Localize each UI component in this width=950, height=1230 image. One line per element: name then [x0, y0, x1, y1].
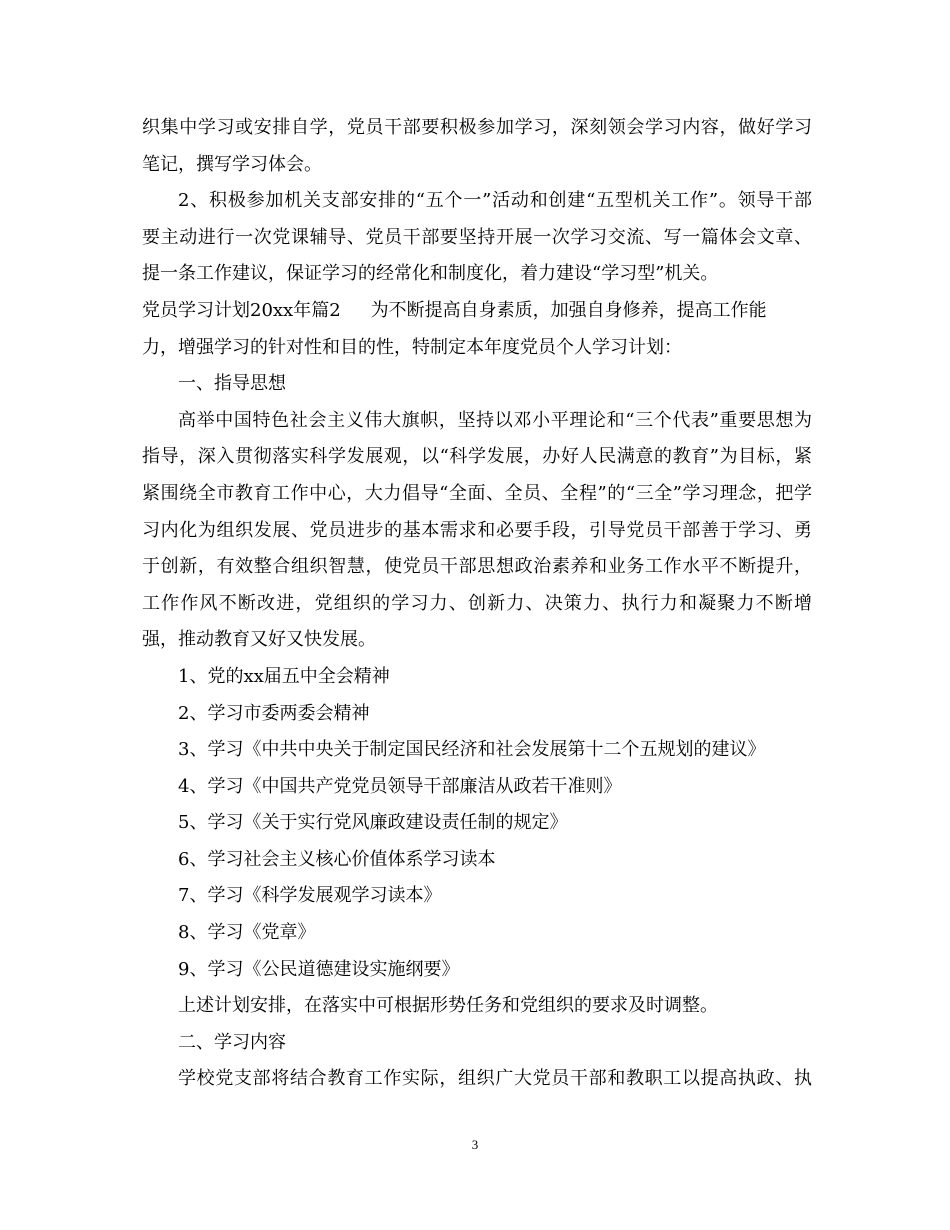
text-line [142, 330, 812, 367]
text-line-content: 于创新，有效整合组织智慧，使党员干部思想政治素养和业务工作水平不断提升， [142, 556, 812, 578]
text-line [142, 110, 812, 147]
text-line [142, 147, 812, 184]
text-line-content: 二、学习内容 [178, 1031, 286, 1053]
text-line-content: 提一条工作建议，保证学习的经常化和制度化，着力建设“学习型”机关。 [142, 263, 719, 285]
text-line-content: 上述计划安排，在落实中可根据形势任务和党组织的要求及时调整。 [178, 995, 718, 1017]
text-line-content: 指导，深入贯彻落实科学发展观，以“科学发展，办好人民满意的教育”为目标，紧 [142, 446, 812, 468]
text-line [142, 403, 812, 440]
text-line [142, 952, 812, 989]
text-line [142, 878, 812, 915]
text-line-content: 党员学习计划20xx年篇2 [142, 299, 341, 321]
document-body [142, 110, 812, 1098]
text-line-content: 力，增强学习的针对性和目的性，特制定本年度党员个人学习计划： [142, 336, 682, 358]
text-line [142, 732, 812, 769]
text-line-content: 一、指导思想 [178, 373, 286, 395]
text-line-content: 笔记，撰写学习体会。 [142, 153, 322, 175]
text-line [142, 769, 812, 806]
text-line-content: 学校党支部将结合教育工作实际，组织广大党员干部和教职工以提高执政、执 [178, 1068, 812, 1090]
text-line-content: 2、积极参加机关支部安排的“五个一”活动和创建“五型机关工作”。领导干部 [178, 190, 812, 212]
text-line-content: 要主动进行一次党课辅导、党员干部要坚持开展一次学习交流、写一篇体会文章、 [142, 226, 812, 248]
text-line [142, 220, 812, 257]
text-line-content: 6、学习社会主义核心价值体系学习读本 [178, 848, 496, 870]
text-line [142, 1061, 812, 1098]
text-line [142, 183, 812, 220]
text-line-content: 织集中学习或安排自学，党员干部要积极参加学习，深刻领会学习内容，做好学习 [142, 117, 812, 138]
text-line-content: 5、学习《关于实行党风廉政建设责任制的规定》 [178, 812, 568, 834]
text-line-continuation: 为不断提高自身素质，加强自身修养，提高工作能 [370, 299, 767, 321]
text-line [142, 293, 812, 330]
text-line-content: 8、学习《党章》 [178, 922, 316, 944]
text-line [142, 696, 812, 733]
text-line-content: 9、学习《公民道德建设实施纲要》 [178, 958, 460, 980]
text-line [142, 842, 812, 879]
text-line [142, 622, 812, 659]
text-line [142, 366, 812, 403]
text-line [142, 586, 812, 623]
text-line [142, 988, 812, 1025]
text-line [142, 659, 812, 696]
text-line [142, 805, 812, 842]
text-line [142, 476, 812, 513]
text-line [142, 549, 812, 586]
text-line [142, 915, 812, 952]
text-line-content: 7、学习《科学发展观学习读本》 [178, 885, 442, 907]
text-line [142, 439, 812, 476]
text-line-content: 高举中国特色社会主义伟大旗帜，坚持以邓小平理论和“三个代表”重要思想为 [178, 409, 812, 431]
text-line-content: 1、党的xx届五中全会精神 [178, 665, 390, 687]
text-line-content: 工作作风不断改进，党组织的学习力、创新力、决策力、执行力和凝聚力不断增 [142, 592, 812, 614]
text-line-content: 3、学习《中共中央关于制定国民经济和社会发展第十二个五规划的建议》 [178, 739, 766, 761]
text-line-content: 强，推动教育又好又快发展。 [142, 629, 376, 651]
text-line-content: 4、学习《中国共产党党员领导干部廉洁从政若干准则》 [178, 775, 622, 797]
text-line [142, 513, 812, 550]
text-line [142, 256, 812, 293]
text-line-content: 2、学习市委两委会精神 [178, 702, 370, 724]
page-number: 3 [471, 1137, 479, 1152]
text-line-content: 习内化为组织发展、党员进步的基本需求和必要手段，引导党员干部善于学习、勇 [142, 519, 812, 541]
text-line-content: 紧围绕全市教育工作中心，大力倡导“全面、全员、全程”的“三全”学习理念，把学 [142, 482, 812, 504]
text-line [142, 1025, 812, 1062]
